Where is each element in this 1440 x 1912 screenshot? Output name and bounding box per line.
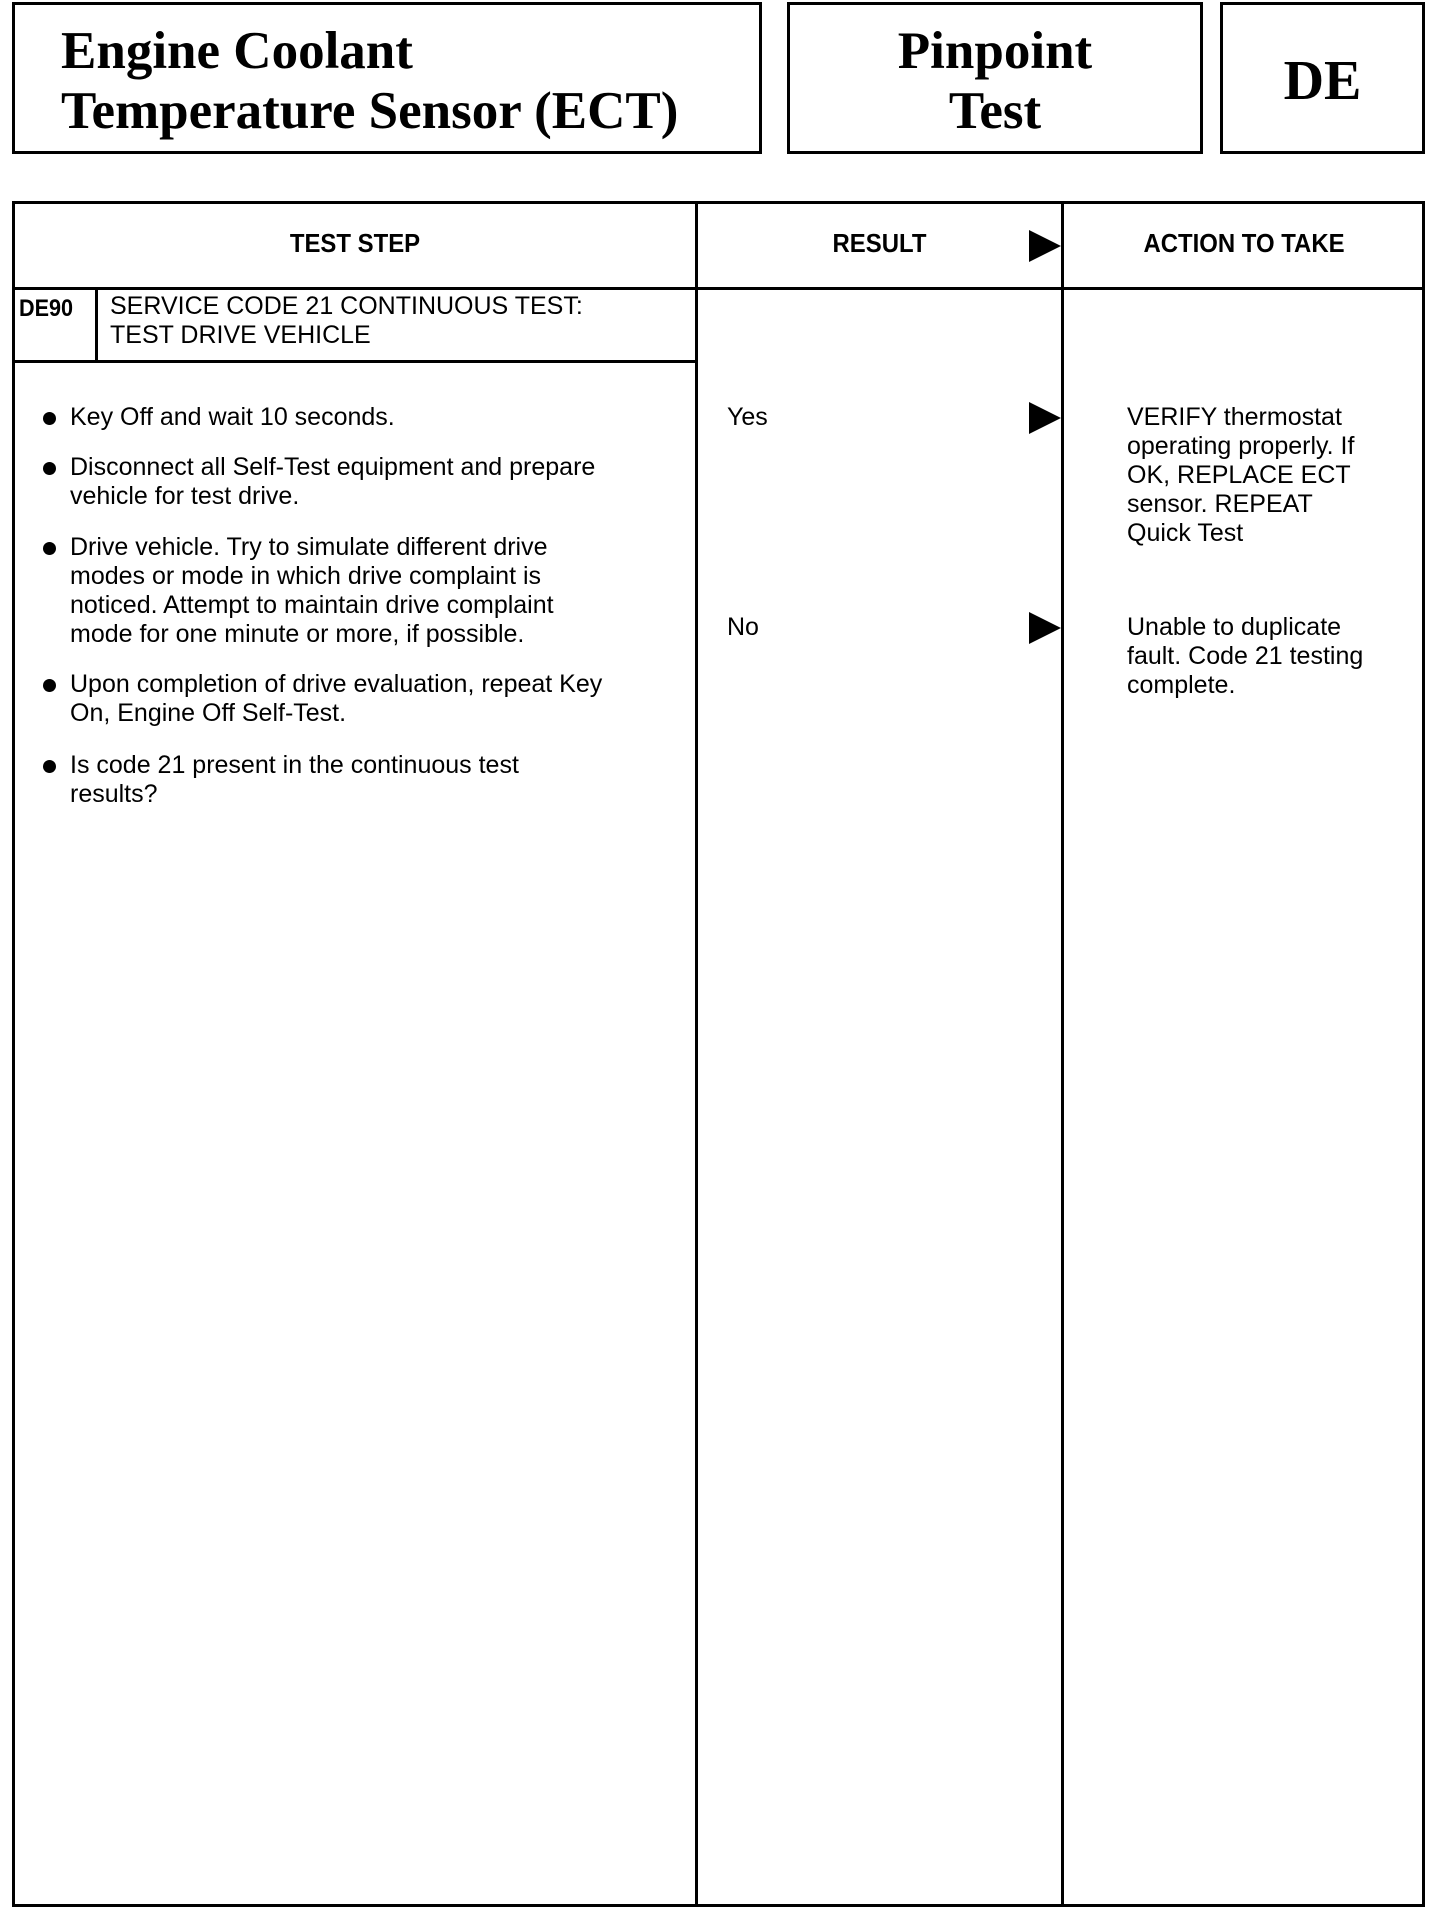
action-text: VERIFY thermostat operating properly. If OK, REPLACE ECT sensor. REPEAT Quick Test xyxy=(1127,403,1355,547)
instruction-item: Disconnect all Self-Test equipment and prepare vehicle for test drive. xyxy=(70,453,596,510)
result-yes: Yes xyxy=(727,403,768,431)
page-title: Engine Coolant Temperature Sensor (ECT) xyxy=(61,22,679,140)
test-code: DE xyxy=(1283,50,1362,112)
arrow-right-icon xyxy=(1029,402,1061,434)
divider xyxy=(1061,204,1064,1904)
bullet-icon xyxy=(43,412,56,425)
instruction-item: Upon completion of drive evaluation, repeat Key On, Engine Off Self-Test. xyxy=(70,670,603,727)
bullet-icon xyxy=(43,462,56,475)
instruction-item: Drive vehicle. Try to simulate different drive modes or mode in which drive complaint is noticed. Attempt to maintain drive complaint mode for one minute or more, if possible. xyxy=(70,533,554,648)
title-box xyxy=(12,2,762,154)
column-header-result: RESULT xyxy=(832,228,927,258)
pinpoint-table xyxy=(12,201,1425,1907)
test-type-box xyxy=(787,2,1203,154)
step-id: DE90 xyxy=(19,295,74,322)
divider xyxy=(15,360,698,363)
column-header-action: ACTION TO TAKE xyxy=(1143,228,1345,258)
divider xyxy=(15,287,1422,290)
arrow-right-icon xyxy=(1029,230,1061,262)
result-no: No xyxy=(727,613,759,641)
column-header-test-step: TEST STEP xyxy=(289,228,421,258)
arrow-right-icon xyxy=(1029,612,1061,644)
action-text: Unable to duplicate fault. Code 21 testing complete. xyxy=(1127,613,1364,699)
bullet-icon xyxy=(43,679,56,692)
instruction-item: Is code 21 present in the continuous test results? xyxy=(70,751,519,808)
bullet-icon xyxy=(43,760,56,773)
step-title: SERVICE CODE 21 CONTINUOUS TEST: TEST DRIVE VEHICLE xyxy=(110,292,583,349)
bullet-icon xyxy=(43,542,56,555)
divider xyxy=(695,204,698,1904)
test-type: Pinpoint Test xyxy=(897,22,1093,140)
divider xyxy=(95,287,98,362)
instruction-item: Key Off and wait 10 seconds. xyxy=(70,403,395,431)
code-box xyxy=(1220,2,1425,154)
